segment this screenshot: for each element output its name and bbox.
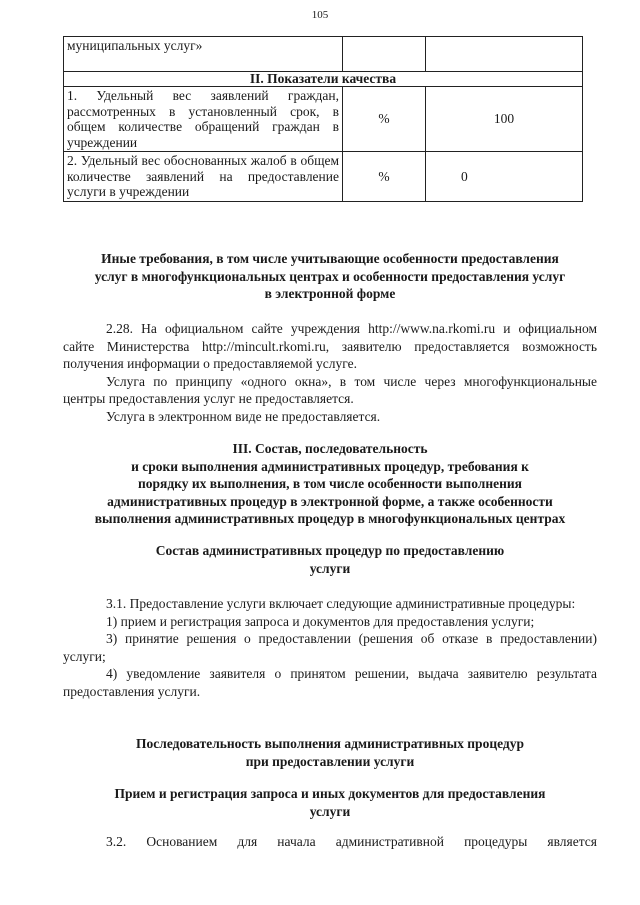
paragraph-3-1: 3.1. Предоставление услуги включает следующие административные процедуры: bbox=[106, 596, 576, 611]
paragraph-electronic: Услуга в электронном виде не предоставляется. bbox=[106, 408, 381, 424]
heading-composition bbox=[63, 542, 597, 577]
table-row bbox=[64, 37, 583, 72]
list-item: 3) принятие решения о предоставлении (решения об отказе в предоставлении) услуги; bbox=[63, 631, 597, 664]
paragraph-block-online bbox=[63, 320, 597, 425]
heading-line: Состав административных процедур по предоставлению bbox=[155, 543, 505, 558]
heading-line: Иные требования, в том числе учитывающие особенности предоставления bbox=[101, 251, 559, 266]
heading-line: услуг в многофункциональных центрах и особенности предоставления услуг bbox=[94, 268, 566, 284]
heading-line: порядку их выполнения, в том числе особенности выполнения bbox=[138, 476, 522, 491]
table-cell-description: 2. Удельный вес обоснованных жалоб в общем количестве заявлений на предоставление услуги в учреждении bbox=[64, 152, 343, 202]
list-item: 1) прием и регистрация запроса и документов для предоставления услуги; bbox=[106, 613, 535, 629]
paragraph-2-28: 2.28. На официальном сайте учреждения http://www.na.rkomi.ru и официальном сайте Министерства http://mincult.rkomi.ru, заявителю предоставляется возможность получения информации о предоставляемой услуге. bbox=[63, 321, 597, 371]
paragraph-block-procedures bbox=[63, 595, 597, 700]
heading-line: административных процедур в электронной форме, а также особенности bbox=[107, 493, 553, 509]
quality-indicators-table bbox=[63, 36, 583, 202]
table-cell-unit: % bbox=[343, 87, 426, 152]
heading-line: в электронной форме bbox=[264, 286, 396, 301]
heading-reception bbox=[63, 785, 597, 820]
list-item: 4) уведомление заявителя о принятом решении, выдача заявителю результата предоставления услуги. bbox=[63, 666, 597, 699]
table-cell-unit bbox=[343, 37, 426, 72]
paragraph-one-window: Услуга по принципу «одного окна», в том числе через многофункциональные центры предоставления услуг не предоставляется. bbox=[63, 373, 597, 406]
heading-line: услуги bbox=[309, 560, 351, 576]
paragraph-block-3-2 bbox=[63, 833, 597, 851]
page-number: 105 bbox=[311, 9, 329, 21]
table-cell-unit: % bbox=[343, 152, 426, 202]
heading-line: Прием и регистрация запроса и иных документов для предоставления bbox=[114, 786, 546, 801]
heading-line: Последовательность выполнения административных процедур bbox=[136, 736, 524, 751]
paragraph-3-2: 3.2. Основанием для начала административной процедуры является bbox=[106, 834, 597, 849]
heading-line: услуги bbox=[309, 803, 351, 819]
heading-line: III. Состав, последовательность bbox=[232, 441, 428, 456]
heading-line: выполнения административных процедур в многофункциональных центрах bbox=[94, 511, 566, 526]
table-row bbox=[64, 152, 583, 202]
heading-line: и сроки выполнения административных процедур, требования к bbox=[131, 458, 529, 474]
table-section-heading: II. Показатели качества bbox=[64, 72, 583, 87]
table-cell-value: 0 bbox=[426, 152, 583, 202]
heading-section-3 bbox=[63, 440, 597, 528]
heading-other-requirements bbox=[63, 250, 597, 303]
table-section-row bbox=[64, 72, 583, 87]
table-row bbox=[64, 87, 583, 152]
table-cell-value: 100 bbox=[426, 87, 583, 152]
heading-line: при предоставлении услуги bbox=[245, 753, 415, 769]
table-cell-description: 1. Удельный вес заявлений граждан, рассмотренных в установленный срок, в общем количестве обращений граждан в учреждении bbox=[64, 87, 343, 152]
table-cell-description: муниципальных услуг» bbox=[64, 37, 343, 72]
heading-sequence bbox=[63, 735, 597, 770]
table-cell-value bbox=[426, 37, 583, 72]
